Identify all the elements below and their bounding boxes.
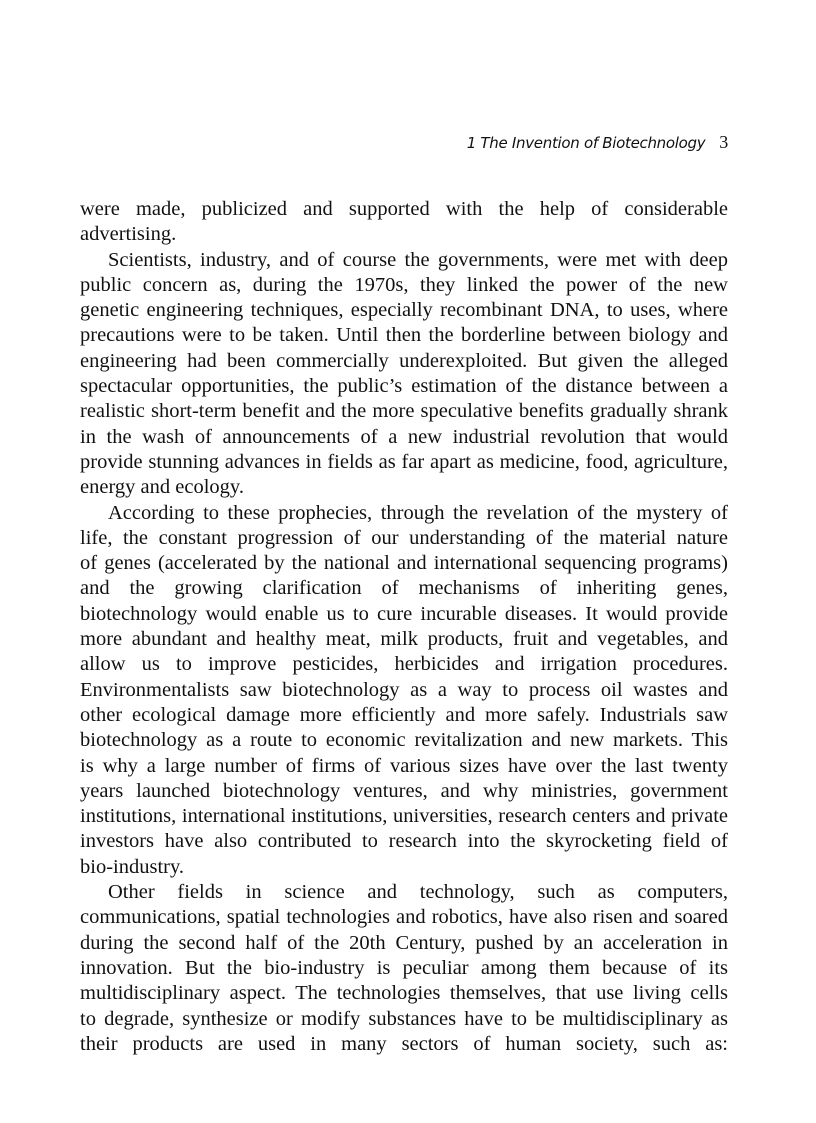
text-line: more abundant and healthy meat, milk products, fruit and vegetables, and — [80, 628, 728, 651]
text-line: advertising. — [80, 223, 177, 246]
text-line: during the second half of the 20th Century, pushed by an acceleration in — [80, 931, 728, 954]
text-line: innovation. But the bio-industry is peculiar among them because of its — [80, 956, 728, 979]
text-line: communications, spatial technologies and robotics, have also risen and soared — [80, 906, 728, 929]
body-text — [80, 197, 728, 1057]
text-line: According to these prophecies, through the revelation of the mystery of — [108, 501, 728, 524]
text-line: Scientists, industry, and of course the governments, were met with deep — [108, 248, 728, 271]
text-line: in the wash of announcements of a new industrial revolution that would — [80, 425, 728, 448]
text-line: bio-industry. — [80, 855, 185, 878]
text-line: investors have also contributed to research into the skyrocketing field of — [80, 830, 728, 853]
text-line: Environmentalists saw biotechnology as a way to process oil wastes and — [80, 678, 728, 701]
text-line: life, the constant progression of our understanding of the material nature — [80, 526, 728, 549]
text-line: were made, publicized and supported with the help of considerable — [80, 198, 728, 220]
text-line: provide stunning advances in fields as far apart as medicine, food, agriculture, — [80, 450, 728, 473]
text-line: realistic short-term benefit and the more speculative benefits gradually shrank — [80, 400, 728, 423]
text-line: their products are used in many sectors of human society, such as: — [80, 1032, 728, 1055]
text-line: years launched biotechnology ventures, and why ministries, government — [80, 779, 728, 802]
text-line: institutions, international institutions, universities, research centers and private — [80, 805, 728, 828]
text-line: Other fields in science and technology, such as computers, — [108, 881, 728, 904]
text-line: multidisciplinary aspect. The technologies themselves, that use living cells — [80, 982, 728, 1005]
running-title: 1 The Invention of Biotechnology — [466, 134, 706, 152]
running-header — [467, 132, 728, 153]
text-line: spectacular opportunities, the public’s estimation of the distance between a — [80, 375, 728, 398]
text-line: allow us to improve pesticides, herbicides and irrigation procedures. — [80, 653, 728, 676]
text-line: biotechnology as a route to economic revitalization and new markets. This — [80, 729, 728, 752]
text-line: genetic engineering techniques, especially recombinant DNA, to uses, where — [80, 299, 728, 322]
text-line: and the growing clarification of mechanisms of inheriting genes, — [80, 577, 728, 600]
text-line: precautions were to be taken. Until then the borderline between biology and — [80, 324, 728, 347]
text-line: biotechnology would enable us to cure incurable diseases. It would provide — [80, 602, 728, 625]
text-line: of genes (accelerated by the national and international sequencing programs) — [80, 552, 728, 575]
text-line: engineering had been commercially underexploited. But given the alleged — [80, 349, 728, 372]
text-line: is why a large number of firms of various sizes have over the last twenty — [80, 754, 728, 777]
text-line: public concern as, during the 1970s, they linked the power of the new — [80, 273, 728, 296]
text-line: to degrade, synthesize or modify substances have to be multidisciplinary as — [80, 1007, 728, 1030]
text-line: energy and ecology. — [80, 476, 244, 499]
text-line: other ecological damage more efficiently and more safely. Industrials saw — [80, 703, 728, 726]
page-number: 3 — [719, 132, 728, 152]
